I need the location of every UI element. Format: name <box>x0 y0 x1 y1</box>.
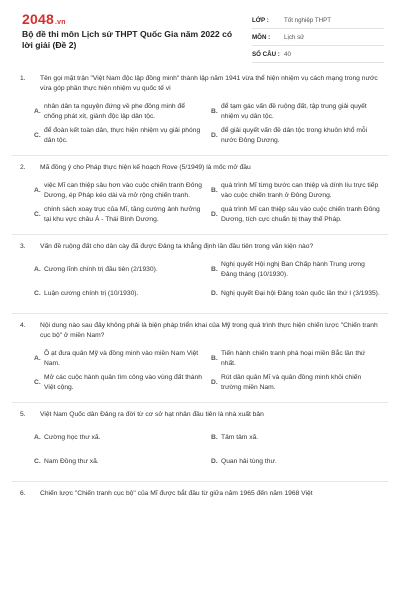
option-text: Rút dần quân Mĩ và quân đồng minh khỏi chiến trường miền Nam. <box>221 374 362 391</box>
answer-option[interactable] <box>34 371 211 395</box>
logo-main: 2048 <box>22 11 54 27</box>
option-text: Nghị quyết Đại hội Đảng toàn quốc lần thứ I (3/1935). <box>221 290 380 297</box>
question-stem <box>0 163 400 173</box>
option-letter: B. <box>211 266 218 273</box>
option-text: Cương lĩnh chính trị đầu tiên (2/1930). <box>44 266 158 273</box>
option-letter: D. <box>211 379 218 386</box>
answer-option[interactable] <box>211 371 388 395</box>
answer-option[interactable] <box>211 426 388 450</box>
question-number: 4. <box>20 322 26 329</box>
option-text: để tạm gác vấn đề ruộng đất, tập trung giải quyết nhiệm vụ dân tộc. <box>221 103 367 120</box>
option-letter: C. <box>34 211 41 218</box>
answer-option[interactable] <box>34 450 211 474</box>
question-item <box>0 489 400 499</box>
meta-row-grade <box>252 12 384 29</box>
option-letter: C. <box>34 132 41 139</box>
option-text: để giải quyết vấn đề dân tộc trong khuôn khổ mỗi nước Đông Dương. <box>221 127 368 144</box>
option-letter: B. <box>211 434 218 441</box>
option-text: Nghị quyết Hội nghị Ban Chấp hành Trung ương Đảng tháng (10/1930). <box>221 261 365 278</box>
question-stem <box>0 410 400 420</box>
answer-option[interactable] <box>34 347 211 371</box>
option-letter: B. <box>211 355 218 362</box>
answer-option[interactable] <box>211 282 388 306</box>
option-letter: A. <box>34 108 41 115</box>
answer-option[interactable] <box>211 100 388 124</box>
option-letter: D. <box>211 132 218 139</box>
question-number: 2. <box>20 164 26 171</box>
answer-option[interactable] <box>211 258 388 282</box>
question-divider <box>12 402 388 403</box>
option-text: Cường học thư xã. <box>44 434 101 441</box>
option-text: Mở các cuộc hành quân tìm công vào vùng đất thánh Việt cộng. <box>44 374 202 391</box>
question-text: Mã đồng ý cho Pháp thực hiện kế hoạch Rove (5/1949) là mốc mở đầu <box>40 164 251 171</box>
option-text: chính sách xoay trục của Mĩ, tăng cường ảnh hưởng tại khu vực châu Á - Thái Bình Dương. <box>44 206 201 223</box>
option-letter: D. <box>211 458 218 465</box>
answer-option[interactable] <box>34 124 211 148</box>
question-text: Vấn đề ruộng đất cho dân cày đã được Đảng ta khẳng định lần đầu tiên trong văn kiện nào? <box>40 243 314 250</box>
question-item <box>0 163 400 235</box>
question-divider <box>12 313 388 314</box>
option-letter: A. <box>34 266 41 273</box>
answer-option[interactable] <box>34 282 211 306</box>
document-title: Bộ đề thi môn Lịch sử THPT Quốc Gia năm 2022 có lời giải (Đề 2) <box>22 29 233 50</box>
question-item <box>0 74 400 156</box>
answer-option[interactable] <box>211 179 388 203</box>
option-text: Quan hải tùng thư. <box>221 458 277 465</box>
answer-options <box>34 426 388 474</box>
option-text: quá trình Mĩ từng bước can thiệp và dính líu trực tiếp vào cuộc chiến tranh ở Đông Dương. <box>221 182 379 199</box>
question-stem <box>0 321 400 341</box>
meta-row-count <box>252 46 384 63</box>
question-divider <box>12 481 388 482</box>
answer-option[interactable] <box>211 450 388 474</box>
meta-value: Lịch sử <box>284 33 305 41</box>
question-list <box>0 74 400 499</box>
option-text: Tiến hành chiến tranh phá hoại miền Bắc lần thứ nhất. <box>221 350 366 367</box>
question-item <box>0 242 400 314</box>
answer-option[interactable] <box>34 258 211 282</box>
option-letter: C. <box>34 290 41 297</box>
question-divider <box>12 155 388 156</box>
answer-option[interactable] <box>34 426 211 450</box>
option-text: Nam Đồng thư xã. <box>44 458 99 465</box>
answer-option[interactable] <box>34 100 211 124</box>
meta-row-subject <box>252 29 384 46</box>
answer-option[interactable] <box>211 347 388 371</box>
answer-options <box>34 347 388 395</box>
question-text: Tên gọi mặt trận "Việt Nam độc lập đồng minh" thành lập năm 1941 vừa thể hiện nhiệm vụ cách mạng trong nước vừa góp phần thực hiện nhiệm vụ quốc tế vì <box>40 75 378 92</box>
option-text: để đoàn kết toàn dân, thực hiện nhiệm vụ giải phóng dân tộc. <box>44 127 201 144</box>
question-item <box>0 410 400 482</box>
option-letter: C. <box>34 379 41 386</box>
question-number: 5. <box>20 411 26 418</box>
question-item <box>0 321 400 403</box>
answer-option[interactable] <box>211 124 388 148</box>
option-letter: D. <box>211 211 218 218</box>
question-stem <box>0 489 400 499</box>
option-letter: D. <box>211 290 218 297</box>
document-meta <box>252 12 384 63</box>
option-letter: A. <box>34 187 41 194</box>
option-text: việc Mĩ can thiệp sâu hơn vào cuộc chiến tranh Đông Dương, ép Pháp kéo dài và mở rộng chiến tranh. <box>44 182 202 199</box>
answer-option[interactable] <box>211 203 388 227</box>
question-stem <box>0 74 400 94</box>
question-number: 6. <box>20 490 26 497</box>
question-number: 3. <box>20 243 26 250</box>
meta-label: LỚP : <box>252 16 269 24</box>
meta-value: Tốt nghiệp THPT <box>284 16 332 24</box>
document-header <box>0 0 400 62</box>
answer-option[interactable] <box>34 203 211 227</box>
answer-option[interactable] <box>34 179 211 203</box>
question-number: 1. <box>20 75 26 82</box>
site-logo[interactable] <box>22 11 66 27</box>
option-text: Tâm tâm xã. <box>221 434 259 441</box>
meta-label: SỐ CÂU : <box>252 50 280 58</box>
option-text: Luận cương chính trị (10/1930). <box>44 290 139 297</box>
question-text: Chiến lược "Chiến tranh cục bộ" của Mĩ được bắt đầu từ giữa năm 1965 đến năm 1968 Việt <box>40 490 313 497</box>
logo-suffix: .vn <box>54 19 66 26</box>
option-text: nhân dân ta nguyện đứng về phe đồng minh để chống phát xít, giành độc lập dân tộc. <box>44 103 185 120</box>
option-letter: C. <box>34 458 41 465</box>
option-letter: A. <box>34 355 41 362</box>
question-divider <box>12 234 388 235</box>
meta-value: 40 <box>284 50 291 58</box>
option-letter: B. <box>211 187 218 194</box>
question-text: Việt Nam Quốc dân Đảng ra đời từ cơ sở hạt nhân đầu tiên là nhà xuất bản <box>40 411 264 418</box>
option-text: Ồ ạt đưa quân Mỹ và đồng minh vào miền Nam Việt Nam. <box>44 350 199 367</box>
option-letter: A. <box>34 434 41 441</box>
answer-options <box>34 258 388 306</box>
question-text: Nội dung nào sau đây không phải là biện pháp triển khai của Mỹ trong quá trình thực hiện chiến lược "Chiến tranh cục bộ" ở miền Nam? <box>40 322 378 339</box>
question-stem <box>0 242 400 252</box>
answer-options <box>34 179 388 227</box>
answer-options <box>34 100 388 148</box>
meta-label: MÔN : <box>252 33 271 41</box>
option-letter: B. <box>211 108 218 115</box>
option-text: quá trình Mĩ can thiệp sâu vào cuộc chiến tranh Đông Dương, tích cực chuẩn bị thay thế Pháp. <box>221 206 380 223</box>
